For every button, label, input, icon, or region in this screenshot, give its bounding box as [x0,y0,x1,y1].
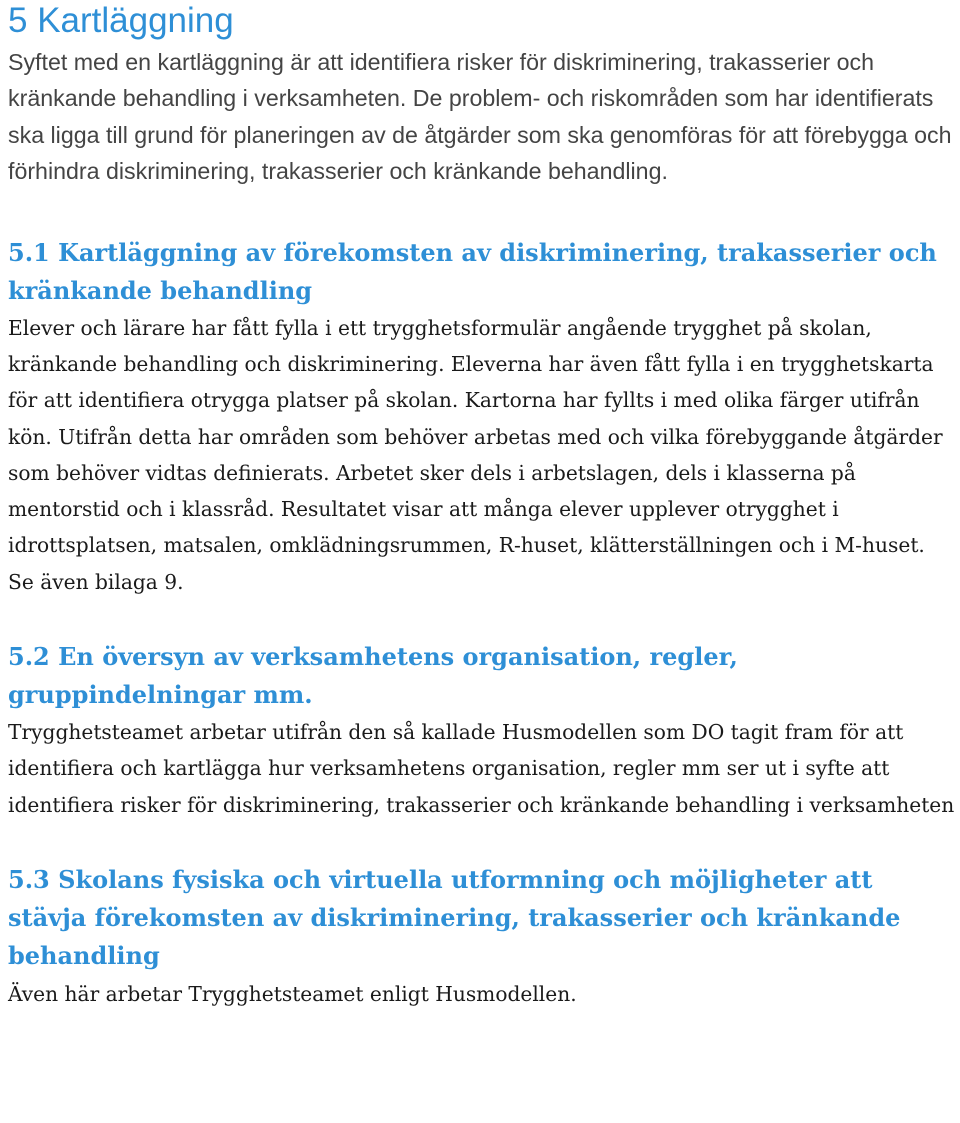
page-title: 5 Kartläggning [8,1,234,40]
section-heading-5-1: 5.1 Kartläggning av förekomsten av diskriminering, trakasserier och kränkande behandling [8,237,937,305]
section-body-5-1: Elever och lärare har fått fylla i ett trygghetsformulär angående trygghet på skolan, kränkande behandling och diskriminering. Eleverna har även fått fylla i en trygghetskarta för att identifiera otrygga platser på skolan. Kartorna har fyllts i med olika färger utifrån kön. Utifrån detta har områden som behöver arbetas med och vilka förebyggande åtgärder som behöver vidtas definierats. Arbetet sker dels i arbetslagen, dels i klasserna på mentorstid och i klassråd. Resultatet visar att många elever upplever otrygghet i idrottsplatsen, matsalen, omklädningsrummen, R-huset, klätterställningen och i M-huset. Se även bilaga 9. [8,315,943,594]
intro-paragraph: Syftet med en kartläggning är att identifiera risker för diskriminering, trakasserier och kränkande behandling i verksamheten. De problem- och riskområden som har identifierats ska ligga till grund för planeringen av de åtgärder som ska genomföras för att förebygga och förhindra diskriminering, trakasserier och kränkande behandling. [8,49,952,185]
section-heading-5-2: 5.2 En översyn av verksamhetens organisation, regler, gruppindelningar mm. [8,642,738,709]
section-heading-5-3: 5.3 Skolans fysiska och virtuella utformning och möjligheter att stävja förekomsten av diskriminering, trakasserier och kränkande behandling [8,864,901,970]
section-body-5-3: Även här arbetar Trygghetsteamet enligt Husmodellen. [8,981,577,1006]
section-body-5-2: Trygghetsteamet arbetar utifrån den så kallade Husmodellen som DO tagit fram för att identifiera och kartlägga hur verksamhetens organisation, regler mm ser ut i syfte att identifiera risker för diskriminering, trakasserier och kränkande behandling i verksamheten [8,720,955,817]
